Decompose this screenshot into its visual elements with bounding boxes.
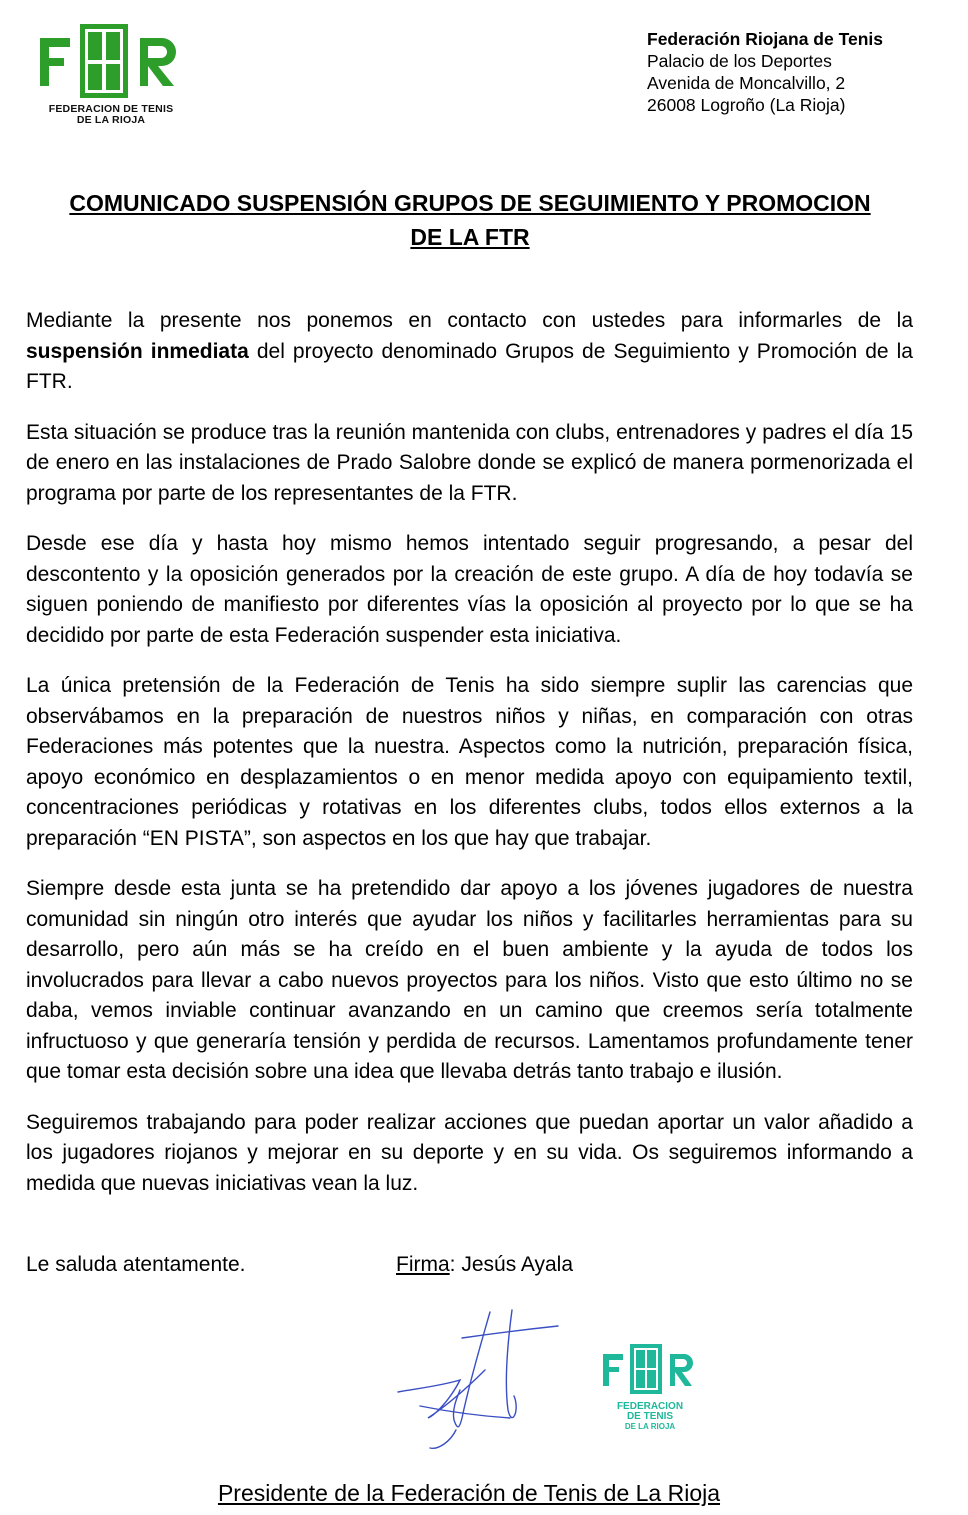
document-title <box>26 186 914 254</box>
stamp-caption-line3: DE LA RIOJA <box>624 1422 676 1431</box>
stamp-caption-line2: DE TENIS <box>626 1411 674 1422</box>
p1-text-before: Mediante la presente nos ponemos en contacto con ustedes para informarles de la <box>26 309 913 332</box>
handwritten-signature <box>390 1300 570 1460</box>
address-line3: 26008 Logroño (La Rioja) <box>647 95 846 115</box>
firma-separator: : <box>449 1253 462 1276</box>
logo-caption <box>36 104 186 126</box>
letter-body <box>26 306 913 1219</box>
signature-strokes <box>390 1300 570 1460</box>
paragraph-3: Desde ese día y hasta hoy mismo hemos intentado seguir progresando, a pesar del descontento y la oposición generados por la creación de este grupo. A día de hoy todavía se siguen poniendo de manifiesto por diferentes vías la oposición al proyecto por lo que se ha decidido por parte de esta Federación suspender esta iniciativa. <box>26 532 913 647</box>
title-line2: DE LA FTR <box>410 224 530 250</box>
stamp-logo-mark <box>600 1340 700 1400</box>
paragraph-1 <box>26 306 913 398</box>
footer-text: Presidente de la Federación de Tenis de La Rioja <box>217 1480 721 1506</box>
firma-name: Jesús Ayala <box>461 1253 574 1276</box>
ftr-logo <box>36 20 186 130</box>
p1-text-after: del proyecto denominado Grupos de Seguimiento y Promoción de la FTR. <box>26 339 913 393</box>
logo-caption-line2: DE LA RIOJA <box>76 114 146 126</box>
paragraph-5: Siempre desde esta junta se ha pretendido dar apoyo a los jóvenes jugadores de nuestra comunidad sin ningún otro interés que ayudar los niños y facilitarles herramientas para su desarrollo, pero aún más se ha creído en el buen ambiente y la ayuda de todos los involucrados para llevar a cabo nuevos proyectos para los niños. Visto que esto último no se daba, vemos inviable continuar avanzando en un camino que creemos sería totalmente infructuoso y que generaría tensión y perdida de recursos. Lamentamos profundamente tener que tomar esta decisión sobre una idea que llevaba detrás tanto trabajo e ilusión. <box>26 877 913 1083</box>
stamp-caption <box>600 1402 700 1432</box>
paragraph-2: Esta situación se produce tras la reunión mantenida con clubs, entrenadores y padres el día 15 de enero en las instalaciones de Prado Salobre donde se explicó de manera pormenorizada el programa por parte de los representantes de la FTR. <box>26 420 913 505</box>
address-line2: Avenida de Moncalvillo, 2 <box>647 73 846 93</box>
firma-label: Firma <box>396 1253 450 1276</box>
address-org: Federación Riojana de Tenis <box>647 29 883 49</box>
address-line1: Palacio de los Deportes <box>647 51 832 71</box>
signatory-title <box>0 1478 938 1508</box>
logo-caption-line1: FEDERACION DE TENIS <box>48 103 174 115</box>
paragraph-4: La única pretensión de la Federación de Tenis ha sido siempre suplir las carencias que observábamos en la preparación de nuestros niños y niñas, en comparación con otras Federaciones más potentes que la nuestra. Aspectos como la nutrición, preparación física, apoyo económico en desplazamientos o en menor medida apoyo con equipamiento textil, concentraciones periódicas y rotativas en los diferentes clubs, todos ellos externos a la preparación “EN PISTA”, son aspectos en los que hay que trabajar. <box>26 674 913 850</box>
paragraph-6: Seguiremos trabajando para poder realizar acciones que puedan aportar un valor añadido a los jugadores riojanos y mejorar en su deporte y en su vida. Os seguiremos informando a medida que nuevas iniciativas vean la luz. <box>26 1110 913 1195</box>
ftr-stamp <box>600 1340 700 1435</box>
p1-bold-text: suspensión inmediata <box>26 339 249 363</box>
ftr-logo-mark <box>36 20 186 102</box>
closing-greeting: Le saluda atentamente. <box>26 1253 246 1276</box>
title-line1: COMUNICADO SUSPENSIÓN GRUPOS DE SEGUIMIENTO Y PROMOCION <box>69 190 871 216</box>
firma-line <box>396 1250 573 1280</box>
stamp-caption-line1: FEDERACION <box>616 1401 684 1412</box>
address-block <box>647 28 883 116</box>
